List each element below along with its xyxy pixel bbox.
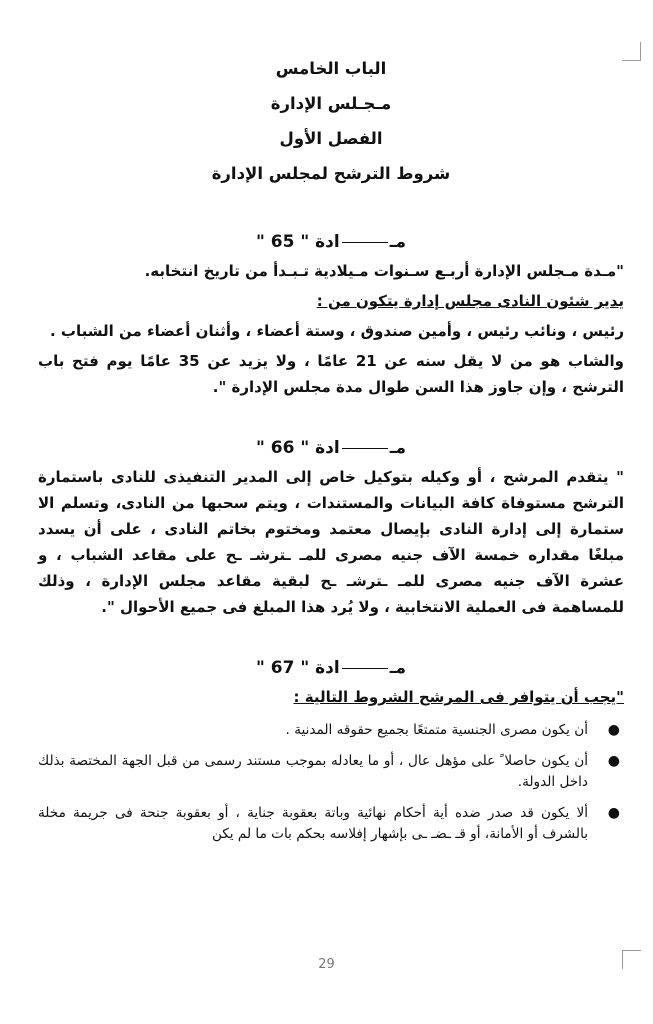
article-word-start: مـ — [389, 658, 407, 678]
article-number: " 66 " — [255, 438, 310, 458]
article-word-start: مـ — [389, 232, 407, 252]
article-66-title — [38, 438, 624, 458]
article-67-title — [38, 658, 624, 678]
chapter-title: الباب الخامس — [275, 59, 387, 78]
section-title: مـجـلس الإدارة — [270, 94, 392, 113]
list-item — [38, 803, 624, 845]
bullet-icon: ● — [607, 805, 620, 821]
bullet-icon: ● — [607, 722, 620, 738]
article-word-end: ادة — [315, 232, 340, 252]
kashida-line — [342, 668, 388, 669]
page-number: 29 — [318, 957, 335, 972]
list-item-text: أن يكون مصرى الجنسية متمتعًا بجميع حقوقه المدنية . — [285, 722, 588, 738]
article-65-paragraph: والشاب هو من لا يقل سنه عن 21 عامًا ، ولا يزيد عن 35 عامًا يوم فتح باب الترشح ، وإن جاوز هذا السن طوال مدة مجلس الإدارة ". — [38, 352, 625, 396]
list-item — [38, 751, 624, 793]
article-65-paragraph: يدير شئون النادى مجلس إدارة يتكون من : — [316, 292, 624, 310]
article-67-intro: "يجب أن يتوافر فى المرشح الشروط التالية : — [293, 688, 624, 706]
bullet-icon: ● — [607, 753, 620, 769]
kashida-line — [342, 448, 388, 449]
heading-title: شروط الترشح لمجلس الإدارة — [211, 164, 451, 183]
article-66-paragraph: " يتقدم المرشح ، أو وكيله بتوكيل خاص إلى المدير التنفيذى للنادى باستمارة الترشح مستوفاة كافة البيانات والمستندات ، ويتم سحبها من النادى، وتسلم الا ستمارة إلى إدارة النادى بإيصال معتمد ومختوم بخاتم النادى ، على أن يسدد مبلغًا مقداره خمسة الآف جنيه مصرى للمـ ـترشـ ـح على مقاعد الشباب ، و عشرة الآف جنيه مصرى للمـ ـترشـ ـح لبقية مقاعد مجلس الإدارة ، وذلك للمساهمة فى العملية الانتخابية ، ولا يُرد هذا المبلغ فى جميع الأحوال ". — [38, 468, 624, 616]
article-65-paragraph: رئيس ، ونائب رئيس ، وأمين صندوق ، وستة أعضاء ، وأثنان أعضاء من الشباب . — [49, 322, 624, 340]
article-word-end: ادة — [315, 438, 340, 458]
crop-mark-top-right — [622, 42, 641, 61]
article-word-start: مـ — [389, 438, 407, 458]
kashida-line — [342, 242, 388, 243]
article-number: " 67 " — [255, 658, 310, 678]
part-title: الفصل الأول — [279, 129, 383, 148]
article-65-paragraph: "مـدة مـجلس الإدارة أربـع سـنوات مـيلادية تـبـدأ من تاريخ انتخابه. — [144, 262, 624, 280]
list-item-text: ألا يكون قد صدر ضده أية أحكام نهائية وباتة بعقوبة جناية ، أو بعقوبة جنحة فى جريمة مخلة بالشرف أو الأمانة، أو قـ ـضـ ـى بإشهار إفلاسه بحكم بات ما لم يكن — [38, 805, 588, 842]
article-word-end: ادة — [315, 658, 340, 678]
list-item-text: أن يكون حاصلا ً على مؤهل عال ، أو ما يعادله بموجب مستند رسمى من قبل الجهة المختصة بذلك داخل الدولة. — [38, 753, 588, 790]
list-item — [38, 720, 624, 741]
article-number: " 65 " — [255, 232, 310, 252]
page-content — [38, 58, 624, 855]
conditions-list — [38, 720, 624, 845]
article-65-title — [38, 232, 624, 252]
